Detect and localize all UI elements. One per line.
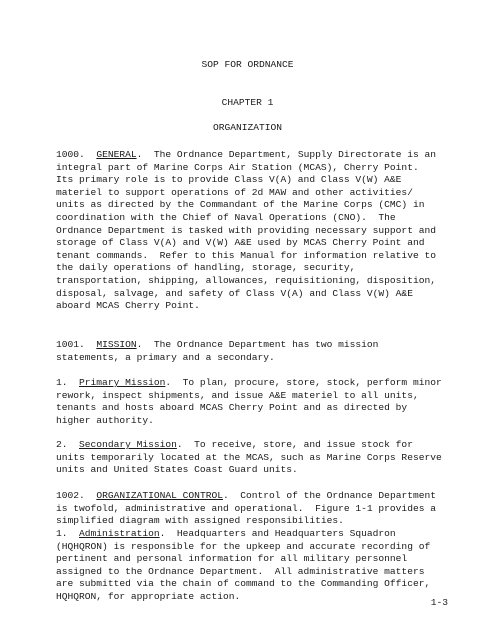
paragraph-administration — [56, 528, 486, 604]
paragraph-secondary-mission — [56, 439, 486, 477]
paragraph-line: (HQHQRON) is responsible for the upkeep and accurate recording of — [56, 540, 431, 552]
document-title: SOP FOR ORDNANCE — [201, 59, 294, 70]
section-1002-organizational-control — [56, 490, 486, 528]
section-number: 1000. — [56, 149, 97, 160]
section-1001-mission — [56, 339, 486, 364]
paragraph-heading: Administration — [79, 528, 160, 539]
paragraph-number: 1. — [56, 377, 80, 388]
paragraph-heading: Primary Mission — [79, 377, 166, 388]
paragraph-line: tenants and hosts aboard MCAS Cherry Point and as directed by — [56, 402, 408, 414]
paragraph-number: 1. — [56, 528, 80, 539]
section-line: aboard MCAS Cherry Point. — [56, 300, 200, 312]
section-line: . The Ordnance Department has two mission — [136, 339, 379, 350]
section-line: . Control of the Ordnance Department — [222, 490, 437, 501]
chapter-title: ORGANIZATION — [212, 122, 283, 133]
paragraph-line: rework, inspect shipments, and issue A&E materiel to all units, — [56, 389, 419, 401]
section-number: 1002. — [56, 490, 97, 501]
section-line: storage of Class V(A) and V(W) A&E used by MCAS Cherry Point and — [56, 237, 425, 249]
page-number: 1-3 — [430, 597, 448, 608]
section-line: Its primary role is to provide Class V(A) and Class V(W) A&E — [56, 174, 402, 186]
section-heading: MISSION — [96, 339, 137, 350]
section-line: disposal, salvage, and safety of Class V(A) and Class V(W) A&E — [56, 287, 413, 299]
chapter-number: CHAPTER 1 — [221, 97, 274, 108]
section-line: simplified diagram with assigned responsibilities. — [56, 515, 344, 527]
paragraph-line: . To receive, store, and issue stock for — [176, 439, 413, 450]
paragraph-line: assigned to the Ordnance Department. All administrative matters — [56, 565, 425, 577]
section-heading: GENERAL — [96, 149, 137, 160]
section-line: is twofold, administrative and operational. Figure 1-1 provides a — [56, 502, 436, 514]
section-line: the daily operations of handling, storage, security, — [56, 262, 356, 274]
paragraph-line: units temporarily located at the MCAS, such as Marine Corps Reserve — [56, 451, 442, 463]
paragraph-line: . To plan, procure, store, stock, perform minor — [165, 377, 442, 388]
section-line: . The Ordnance Department, Supply Directorate is an — [136, 149, 436, 160]
section-line: materiel to support operations of 2d MAW and other activities/ — [56, 186, 413, 198]
section-line: integral part of Marine Corps Air Station (MCAS), Cherry Point. — [56, 161, 419, 173]
section-1000-general — [56, 149, 486, 313]
section-line: coordination with the Chief of Naval Operations (CNO). The — [56, 211, 396, 223]
section-line: tenant commands. Refer to this Manual for information relative to — [56, 249, 436, 261]
paragraph-primary-mission — [56, 377, 486, 427]
paragraph-line: units and United States Coast Guard units. — [56, 464, 298, 476]
paragraph-line: pertinent and personal information for all military personnel — [56, 553, 408, 565]
paragraph-number: 2. — [56, 439, 80, 450]
paragraph-line: are submitted via the chain of command to the Commanding Officer, — [56, 578, 431, 590]
section-heading: ORGANIZATIONAL CONTROL — [96, 490, 223, 501]
paragraph-heading: Secondary Mission — [79, 439, 177, 450]
section-line: units as directed by the Commandant of the Marine Corps (CMC) in — [56, 199, 425, 211]
section-number: 1001. — [56, 339, 97, 350]
section-line: Ordnance Department is tasked with providing necessary support and — [56, 224, 436, 236]
paragraph-line: . Headquarters and Headquarters Squadron — [159, 528, 396, 539]
paragraph-line: HQHQRON, for appropriate action. — [56, 590, 241, 602]
paragraph-line: higher authority. — [56, 414, 154, 426]
section-line: statements, a primary and a secondary. — [56, 351, 275, 363]
section-line: transportation, shipping, allowances, requisitioning, disposition, — [56, 274, 436, 286]
